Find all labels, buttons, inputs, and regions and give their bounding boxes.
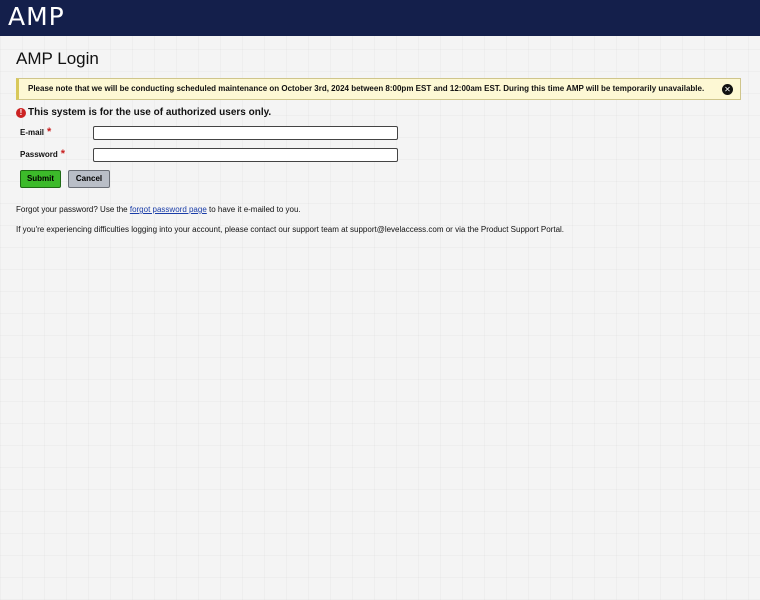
password-label-text: Password (20, 150, 58, 159)
required-asterisk-icon: * (47, 126, 52, 138)
forgot-password-prefix: Forgot your password? Use the (16, 205, 130, 214)
support-contact-text: If you're experiencing difficulties logging into your account, please contact our support team at support@levelaccess.com or via the Product Support Portal. (16, 225, 565, 234)
error-icon: ! (16, 108, 26, 118)
page-title: AMP Login (16, 49, 99, 68)
amp-logo[interactable]: AMP (8, 2, 65, 31)
password-input[interactable] (93, 148, 398, 162)
email-label (20, 128, 51, 138)
email-label-text: E-mail (20, 128, 45, 137)
submit-button[interactable]: Submit (20, 170, 61, 188)
cancel-button[interactable]: Cancel (68, 170, 110, 188)
forgot-password-link[interactable]: forgot password page (129, 205, 207, 214)
close-icon[interactable]: ✕ (722, 84, 733, 95)
password-label (20, 150, 65, 160)
required-asterisk-icon: * (60, 148, 66, 160)
email-input[interactable] (93, 126, 398, 140)
forgot-password-text (16, 205, 301, 215)
maintenance-notice-text: Please note that we will be conducting scheduled maintenance on October 3rd, 2024 between 8:00pm EST and 12:00am EST. During this time AMP will be temporarily unavailable. (28, 84, 705, 93)
forgot-password-suffix: to have it e-mailed to you. (206, 205, 301, 214)
maintenance-notice (16, 78, 741, 100)
alert-text: This system is for the use of authorized users only. (28, 107, 272, 118)
top-header-bar (0, 0, 760, 36)
